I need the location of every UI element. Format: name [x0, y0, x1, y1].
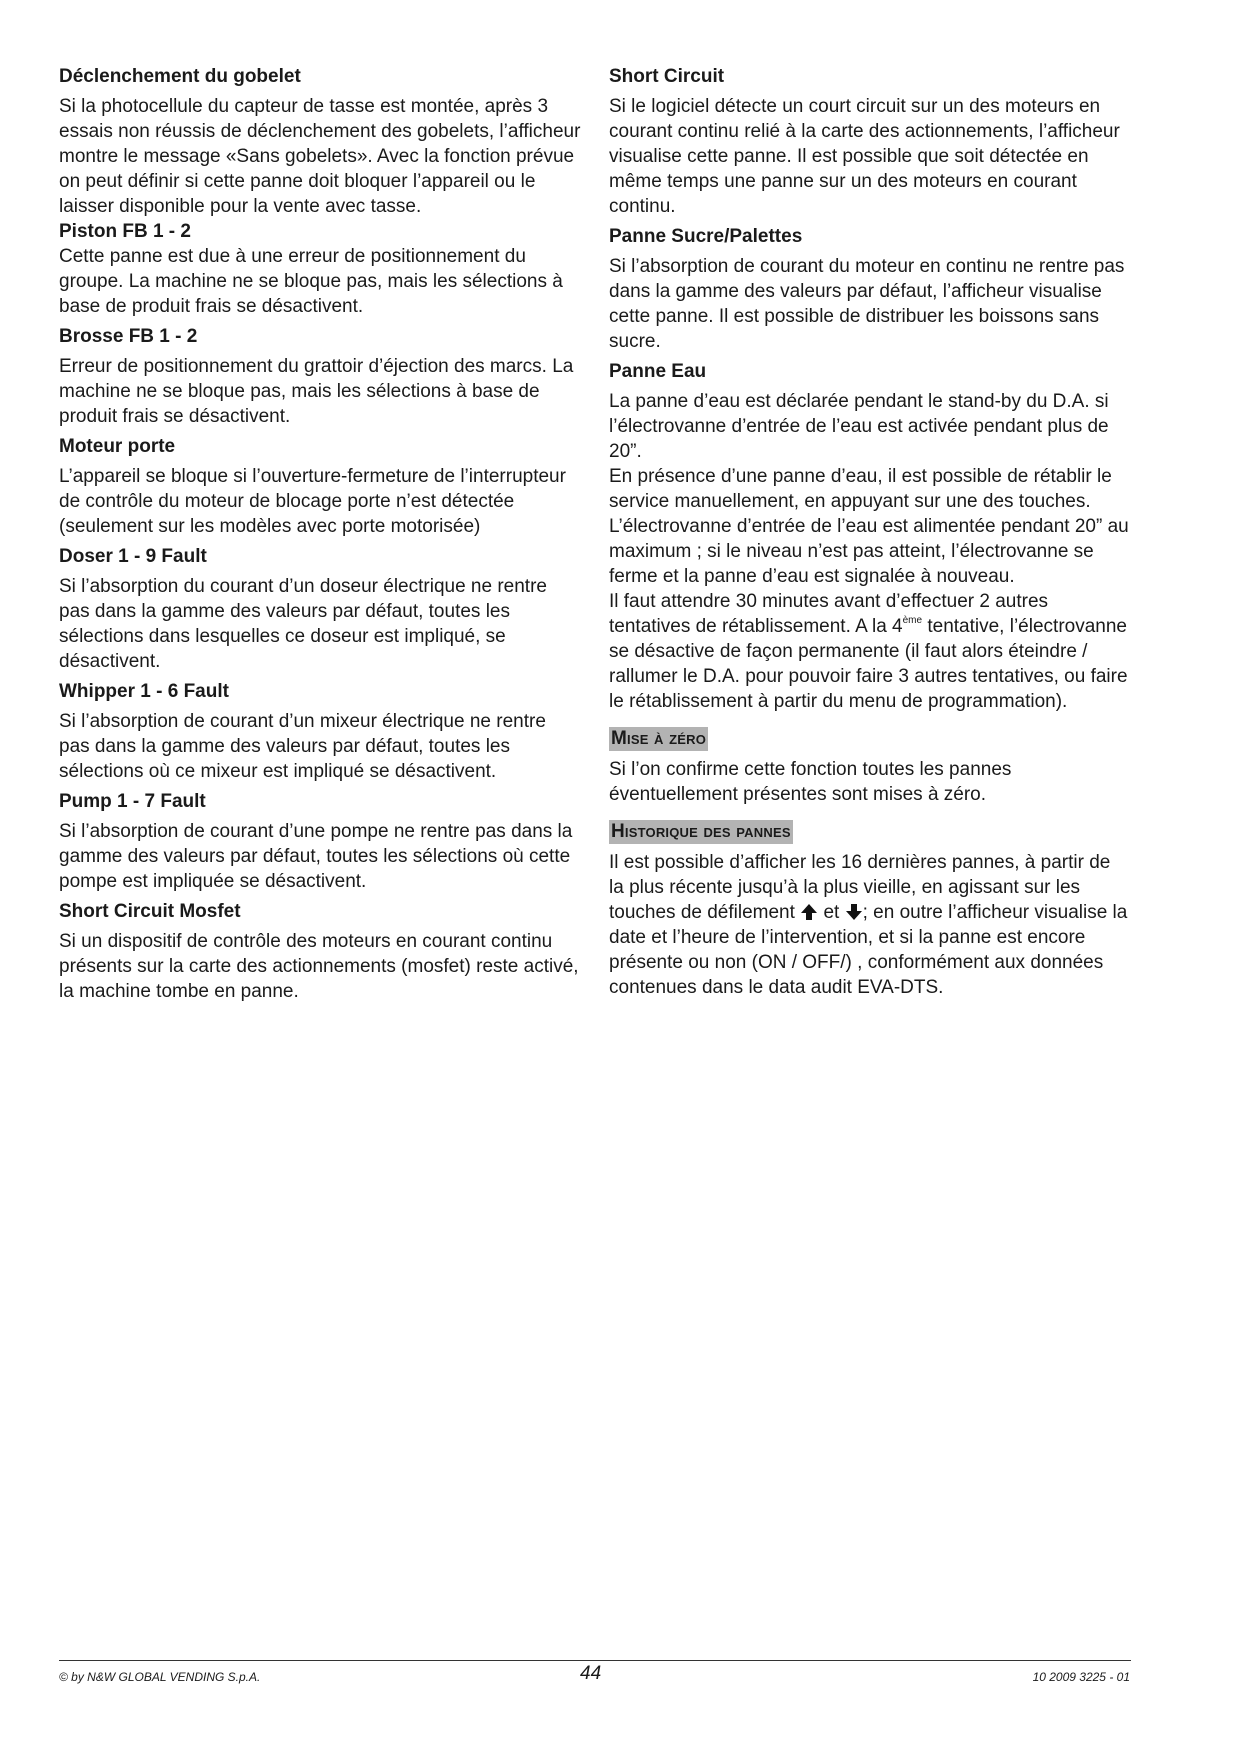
section-text	[609, 850, 1129, 1000]
section-text	[609, 589, 1129, 714]
section-short-circuit-mosfet	[59, 899, 581, 1004]
superscript: ème	[902, 615, 923, 626]
section-text: La panne d’eau est déclarée pendant le stand-by du D.A. si l’électrovanne d’entrée de l’eau est activée pendant plus de 20”.	[609, 391, 1109, 462]
section-text: En présence d’une panne d’eau, il est possible de rétablir le service manuellement, en appuyant sur une des touches. L’électrovanne d’entrée de l’eau est alimentée pendant 20” au maximum ; si le niveau n’est pas atteint, l’électrovanne se ferme et la panne d’eau est signalée à nouveau.	[609, 466, 1129, 587]
section-brosse-fb	[59, 324, 581, 429]
arrow-down-icon	[845, 903, 863, 921]
right-column	[609, 64, 1129, 1005]
section-text: Si l’absorption du courant d’un doseur électrique ne rentre pas dans la gamme des valeurs par défaut, toutes les sélections dans lesquelles ce doseur est impliqué, se désactivent.	[59, 576, 547, 672]
section-panne-sucre-palettes	[609, 224, 1129, 354]
section-text: Si l’on confirme cette fonction toutes les pannes éventuellement présentes sont mises à zéro.	[609, 759, 1012, 805]
section-text: Cette panne est due à une erreur de positionnement du groupe. La machine ne se bloque pas, mais les sélections à base de produit frais se désactivent.	[59, 246, 563, 317]
left-column	[59, 64, 581, 1009]
section-text: Si la photocellule du capteur de tasse est montée, après 3 essais non réussis de déclenchement des gobelets, l’afficheur montre le message «Sans gobelets». Avec la fonction prévue on peut définir si cette panne doit bloquer l’appareil ou le laisser disponible pour la vente avec tasse.	[59, 96, 581, 217]
text-run: ; en outre l’afficheur visualise la date et l’heure de l’intervention, et si la panne est encore présente ou non (ON / OFF/) , conformément aux données contenues dans le data audit EVA-DTS.	[609, 902, 1128, 998]
section-text: L’appareil se bloque si l’ouverture-fermeture de l’interrupteur de contrôle du moteur de blocage porte n’est détectée (seulement sur les modèles avec porte motorisée)	[59, 466, 566, 537]
section-title: Pump 1 - 7 Fault	[59, 791, 206, 812]
section-tag-title: Mise à zéro	[611, 728, 707, 749]
section-title: Short Circuit Mosfet	[59, 901, 241, 922]
text-run: et	[818, 902, 845, 923]
section-declenchement-gobelet	[59, 64, 581, 219]
section-text: Si le logiciel détecte un court circuit sur un des moteurs en courant continu relié à la carte des actionnements, l’afficheur visualise cette panne. Il est possible que soit détectée en même temps une panne sur un des moteurs en courant continu.	[609, 96, 1120, 217]
section-piston-fb	[59, 219, 581, 319]
section-text: Si l’absorption de courant du moteur en continu ne rentre pas dans la gamme des valeurs par défaut, l’afficheur visualise cette panne. Il est possible de distribuer les boissons sans sucre.	[609, 256, 1125, 352]
section-title: Brosse FB 1 - 2	[59, 326, 198, 347]
text-run: tentative, l’électrovanne se désactive de façon permanente (il faut alors éteindre / rallumer le D.A. pour pouvoir faire 3 autres tentatives, ou faire le rétablissement à partir du menu de programmation).	[609, 616, 1128, 712]
section-title: Moteur porte	[59, 436, 176, 457]
section-panne-eau	[609, 359, 1129, 714]
section-text: Erreur de positionnement du grattoir d’éjection des marcs. La machine ne se bloque pas, mais les sélections à base de produit frais se désactivent.	[59, 356, 574, 427]
section-text: Si un dispositif de contrôle des moteurs en courant continu présents sur la carte des actionnements (mosfet) reste activé, la machine tombe en panne.	[59, 931, 579, 1002]
section-title: Panne Eau	[609, 361, 707, 382]
section-short-circuit	[609, 64, 1129, 219]
section-title: Déclenchement du gobelet	[59, 66, 301, 87]
footer-copyright: © by N&W GLOBAL VENDING S.p.A.	[59, 1670, 261, 1684]
text-run: Il est possible d’afficher les 16 dernières pannes, à partir de la plus récente jusqu’à la plus vieille, en agissant sur les touches de défilement	[609, 852, 1111, 923]
footer-doc-reference: 10 2009 3225 - 01	[1032, 1670, 1130, 1684]
section-whipper-fault	[59, 679, 581, 784]
section-doser-fault	[59, 544, 581, 674]
section-mise-a-zero	[609, 719, 1129, 807]
section-moteur-porte	[59, 434, 581, 539]
section-text: Si l’absorption de courant d’un mixeur électrique ne rentre pas dans la gamme des valeurs par défaut, toutes les sélections où ce mixeur est impliqué se désactivent.	[59, 711, 546, 782]
section-title: Whipper 1 - 6 Fault	[59, 681, 229, 702]
section-title: Doser 1 - 9 Fault	[59, 546, 207, 567]
arrow-up-icon	[800, 903, 818, 921]
section-title: Short Circuit	[609, 66, 725, 87]
section-historique-pannes	[609, 812, 1129, 1000]
text-run: Il faut attendre 30 minutes avant d’effectuer 2 autres tentatives de rétablissement. A la 4	[609, 591, 1049, 637]
section-tag-title: Historique des pannes	[611, 821, 791, 842]
footer-divider	[59, 1660, 1131, 1661]
page-number: 44	[580, 1663, 602, 1684]
section-title: Piston FB 1 - 2	[59, 221, 191, 242]
section-title: Panne Sucre/Palettes	[609, 226, 803, 247]
section-text: Si l’absorption de courant d’une pompe ne rentre pas dans la gamme des valeurs par défaut, toutes les sélections où cette pompe est impliquée se désactivent.	[59, 821, 573, 892]
section-pump-fault	[59, 789, 581, 894]
